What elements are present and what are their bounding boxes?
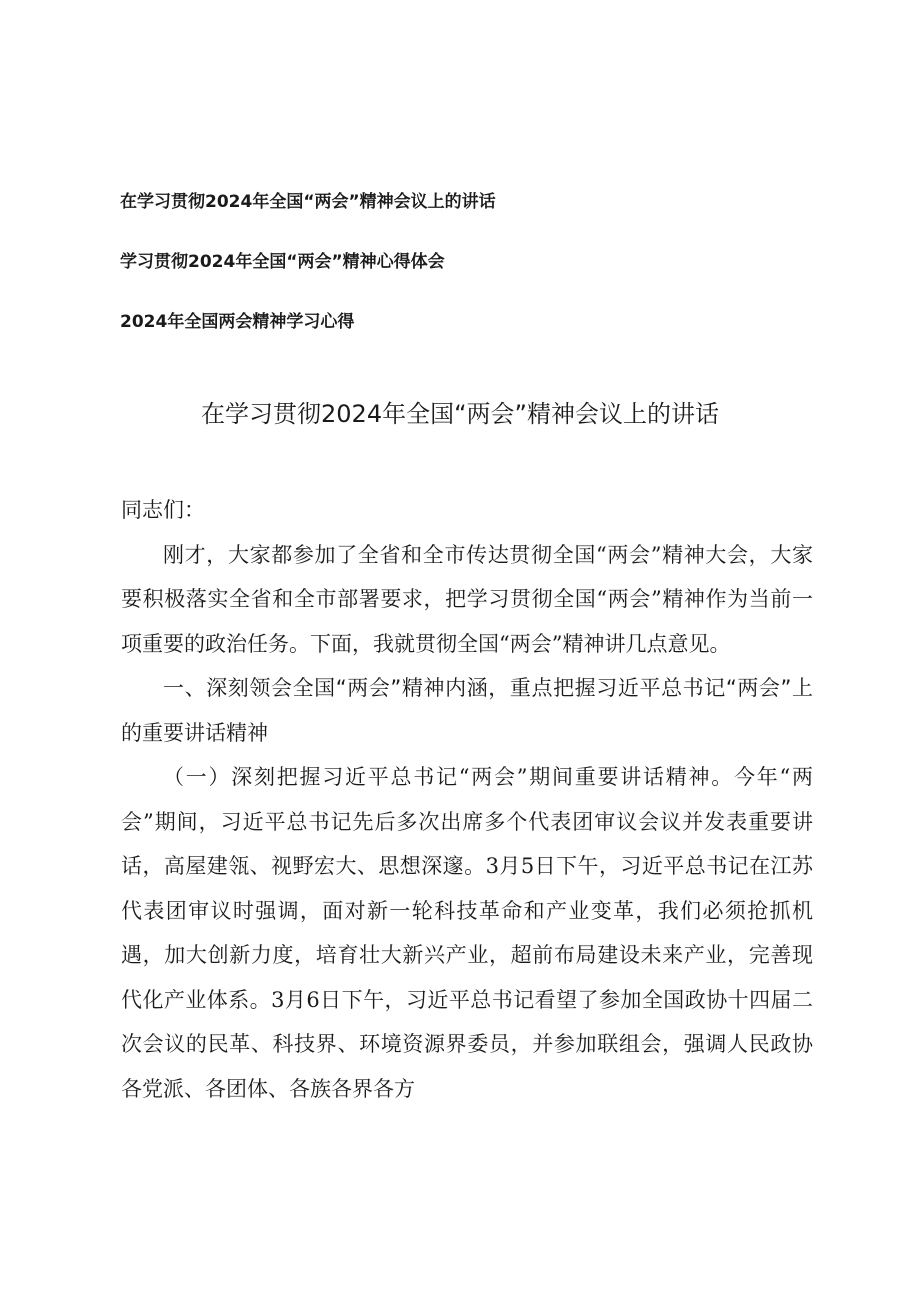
- section-heading: 一、深刻领会全国“两会”精神内涵，重点把握习近平总书记“两会”上的重要讲话精神: [121, 676, 813, 745]
- salutation: 同志们：: [121, 498, 205, 522]
- intro-paragraph: 刚才，大家都参加了全省和全市传达贯彻全国“两会”精神大会，大家要积极落实全省和全市部署要求，把学习贯彻全国“两会”精神作为当前一项重要的政治任务。下面，我就贯彻全国“两会”精神讲几点意见。: [121, 542, 813, 656]
- toc-item-speech: 在学习贯彻2024年全国“两会”精神会议上的讲话: [120, 192, 496, 212]
- toc-item-study-notes: 2024年全国两会精神学习心得: [120, 312, 355, 332]
- document-body: [121, 488, 813, 1111]
- section-paragraph: （一）深刻把握习近平总书记“两会”期间重要讲话精神。今年“两会”期间，习近平总书记先后多次出席多个代表团审议会议并发表重要讲话，高屋建瓴、视野宏大、思想深邃。3月5日下午，习近平总书记在江苏代表团审议时强调，面对新一轮科技革命和产业变革，我们必须抢抓机遇，加大创新力度，培育壮大新兴产业，超前布局建设未来产业，完善现代化产业体系。3月6日下午，习近平总书记看望了参加全国政协十四届二次会议的民革、科技界、环境资源界委员，并参加联组会，强调人民政协各党派、各团体、各族各界各方: [121, 765, 813, 1101]
- document-title: 在学习贯彻2024年全国“两会”精神会议上的讲话: [201, 400, 719, 428]
- toc-item-experience: 学习贯彻2024年全国“两会”精神心得体会: [120, 252, 445, 272]
- toc-list: [120, 186, 800, 366]
